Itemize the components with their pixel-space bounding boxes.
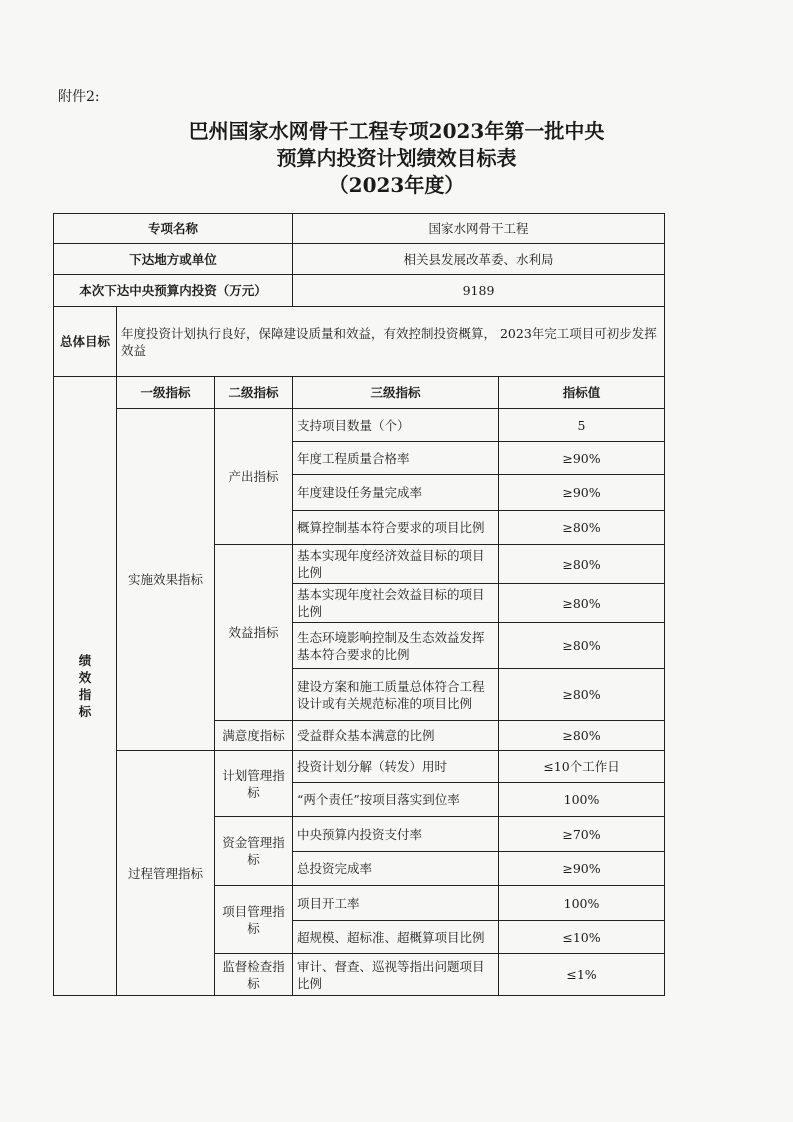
indicator-value: ≤10%: [499, 921, 665, 954]
attachment-label: 附件2:: [58, 89, 100, 105]
indicator-name: 基本实现年度社会效益目标的项目比例: [293, 584, 499, 623]
indicator-name: 年度建设任务量完成率: [293, 475, 499, 511]
document-title: [0, 118, 793, 199]
indicator-name: 生态环境影响控制及生态效益发挥基本符合要求的比例: [293, 623, 499, 669]
unit-value: 相关县发展改革委、水利局: [293, 244, 665, 275]
level2-supervision: 监督检查指标: [215, 954, 293, 996]
indicator-name: 支持项目数量（个）: [293, 409, 499, 442]
level2-project-mgmt: 项目管理指标: [215, 886, 293, 954]
level2-output: 产出指标: [215, 409, 293, 545]
project-name-value: 国家水网骨干工程: [293, 214, 665, 244]
indicator-header-row: [54, 377, 665, 409]
indicator-name: 受益群众基本满意的比例: [293, 721, 499, 751]
indicator-value: ≥80%: [499, 545, 665, 584]
indicator-value: ≥80%: [499, 623, 665, 669]
header-value: 指标值: [499, 377, 665, 409]
unit-row: [54, 244, 665, 275]
indicator-name: 总投资完成率: [293, 852, 499, 886]
investment-value: 9189: [293, 275, 665, 307]
goal-label: 总体目标: [54, 307, 117, 377]
indicator-value: ≥70%: [499, 817, 665, 852]
level2-plan-mgmt: 计划管理指标: [215, 751, 293, 817]
level2-benefit: 效益指标: [215, 545, 293, 721]
project-name-label: 专项名称: [54, 214, 293, 244]
header-level2: 二级指标: [215, 377, 293, 409]
header-level1: 一级指标: [117, 377, 215, 409]
indicator-value: ≥80%: [499, 721, 665, 751]
indicator-value: ≥90%: [499, 475, 665, 511]
investment-row: [54, 275, 665, 307]
indicator-name: 中央预算内投资支付率: [293, 817, 499, 852]
indicator-value: ≤10个工作日: [499, 751, 665, 783]
indicator-name: 项目开工率: [293, 886, 499, 921]
level1-effect: 实施效果指标: [117, 409, 215, 751]
unit-label: 下达地方或单位: [54, 244, 293, 275]
indicator-name: 投资计划分解（转发）用时: [293, 751, 499, 783]
performance-target-table: [53, 213, 665, 996]
level2-satisfaction: 满意度指标: [215, 721, 293, 751]
indicator-name: 审计、督查、巡视等指出问题项目比例: [293, 954, 499, 996]
indicator-name: “两个责任”按项目落实到位率: [293, 783, 499, 817]
investment-label: 本次下达中央预算内投资（万元）: [54, 275, 293, 307]
indicator-value: ≥80%: [499, 511, 665, 545]
indicator-value: 100%: [499, 783, 665, 817]
indicator-value: ≤1%: [499, 954, 665, 996]
indicator-name: 基本实现年度经济效益目标的项目比例: [293, 545, 499, 584]
project-name-row: [54, 214, 665, 244]
title-line-3: （2023年度）: [328, 173, 465, 197]
indicator-value: 5: [499, 409, 665, 442]
title-line-2: 预算内投资计划绩效目标表: [276, 146, 517, 170]
level1-process: 过程管理指标: [117, 751, 215, 996]
indicator-name: 超规模、超标准、超概算项目比例: [293, 921, 499, 954]
indicator-value: ≥90%: [499, 442, 665, 475]
indicator-name: 概算控制基本符合要求的项目比例: [293, 511, 499, 545]
table-row: [54, 409, 665, 442]
level2-fund-mgmt: 资金管理指标: [215, 817, 293, 886]
indicator-section-label: 绩效指标: [54, 377, 117, 996]
table-row: [54, 751, 665, 783]
header-level3: 三级指标: [293, 377, 499, 409]
goal-row: [54, 307, 665, 377]
title-line-1: 巴州国家水网骨干工程专项2023年第一批中央: [188, 119, 605, 143]
indicator-name: 建设方案和施工质量总体符合工程设计或有关规范标准的项目比例: [293, 669, 499, 721]
indicator-name: 年度工程质量合格率: [293, 442, 499, 475]
indicator-value: ≥80%: [499, 669, 665, 721]
indicator-value: ≥80%: [499, 584, 665, 623]
indicator-value: ≥90%: [499, 852, 665, 886]
indicator-value: 100%: [499, 886, 665, 921]
goal-text: 年度投资计划执行良好，保障建设质量和效益，有效控制投资概算， 2023年完工项目可初步发挥效益: [117, 307, 665, 377]
